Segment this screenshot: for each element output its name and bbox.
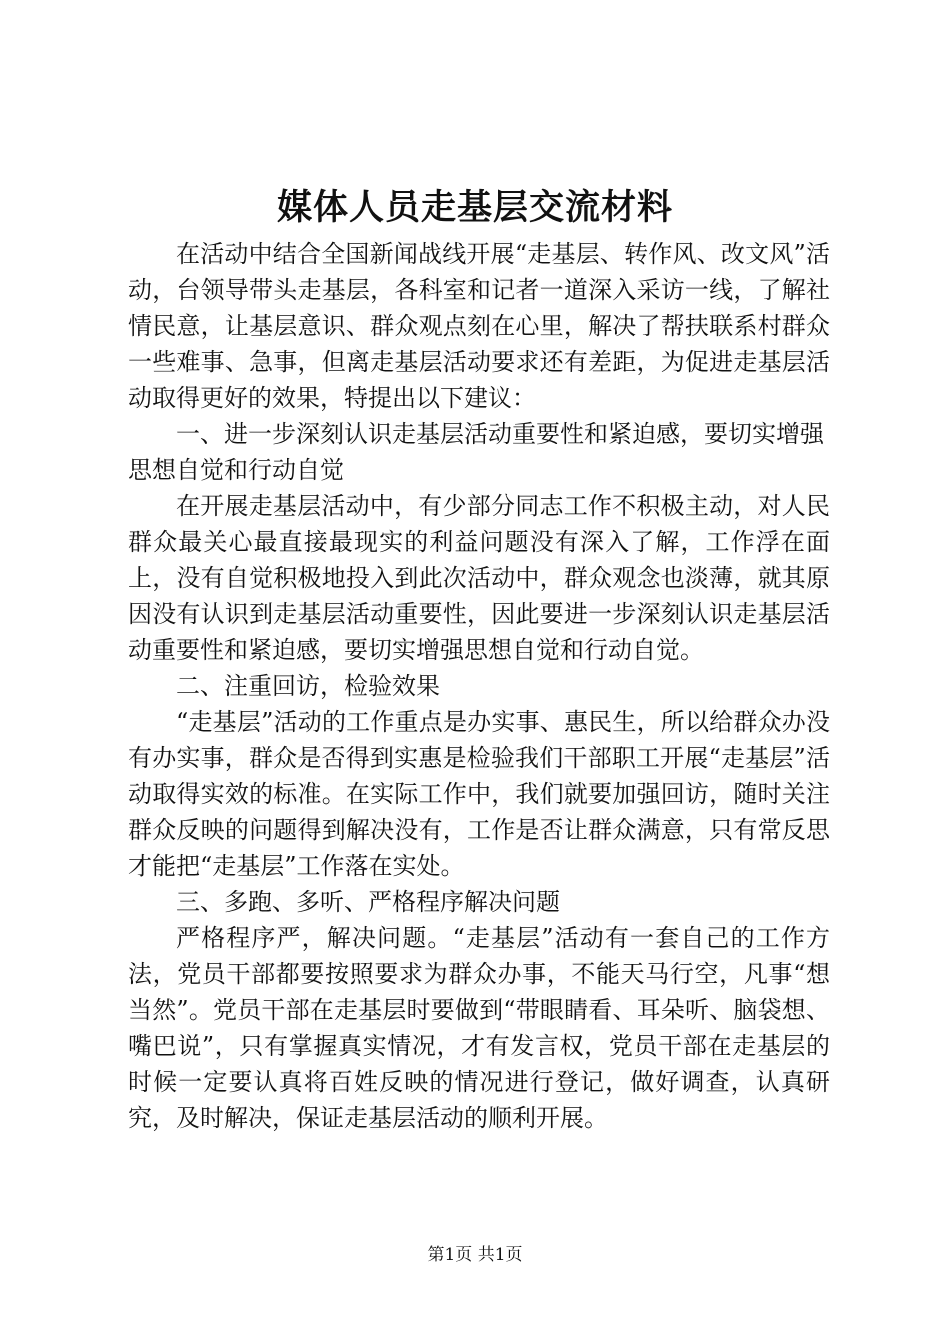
document-title: 媒体人员走基层交流材料 — [276, 187, 673, 228]
page-footer: 第1页 共1页 — [427, 1245, 523, 1265]
document-body — [128, 236, 830, 1136]
section-paragraph-2: “走基层”活动的工作重点是办实事、惠民生，所以给群众办没有办实事，群众是否得到实惠是检验我们干部职工开展“走基层”活动取得实效的标准。在实际工作中，我们就要加强回访，随时关注群众反映的问题得到解决没有，工作是否让群众满意，只有常反思才能把“走基层”工作落在实处。 — [128, 708, 830, 880]
section-heading-3: 三、多跑、多听、严格程序解决问题 — [176, 888, 560, 916]
section-heading-2: 二、注重回访，检验效果 — [176, 672, 440, 700]
section-paragraph-3: 严格程序严，解决问题。“走基层”活动有一套自己的工作方法，党员干部都要按照要求为群众办事，不能天马行空，凡事“想当然”。党员干部在走基层时要做到“带眼睛看、耳朵听、脑袋想、嘴巴说”，只有掌握真实情况，才有发言权，党员干部在走基层的时候一定要认真将百姓反映的情况进行登记，做好调查，认真研究，及时解决，保证走基层活动的顺利开展。 — [128, 924, 830, 1132]
section-paragraph-1: 在开展走基层活动中，有少部分同志工作不积极主动，对人民群众最关心最直接最现实的利益问题没有深入了解，工作浮在面上，没有自觉积极地投入到此次活动中，群众观念也淡薄，就其原因没有认识到走基层活动重要性，因此要进一步深刻认识走基层活动重要性和紧迫感，要切实增强思想自觉和行动自觉。 — [128, 492, 830, 664]
section-heading-1: 一、进一步深刻认识走基层活动重要性和紧迫感，要切实增强思想自觉和行动自觉 — [128, 420, 824, 484]
intro-paragraph: 在活动中结合全国新闻战线开展“走基层、转作风、改文风”活动，台领导带头走基层，各科室和记者一道深入采访一线，了解社情民意，让基层意识、群众观点刻在心里，解决了帮扶联系村群众一些难事、急事，但离走基层活动要求还有差距，为促进走基层活动取得更好的效果，特提出以下建议： — [128, 240, 830, 412]
